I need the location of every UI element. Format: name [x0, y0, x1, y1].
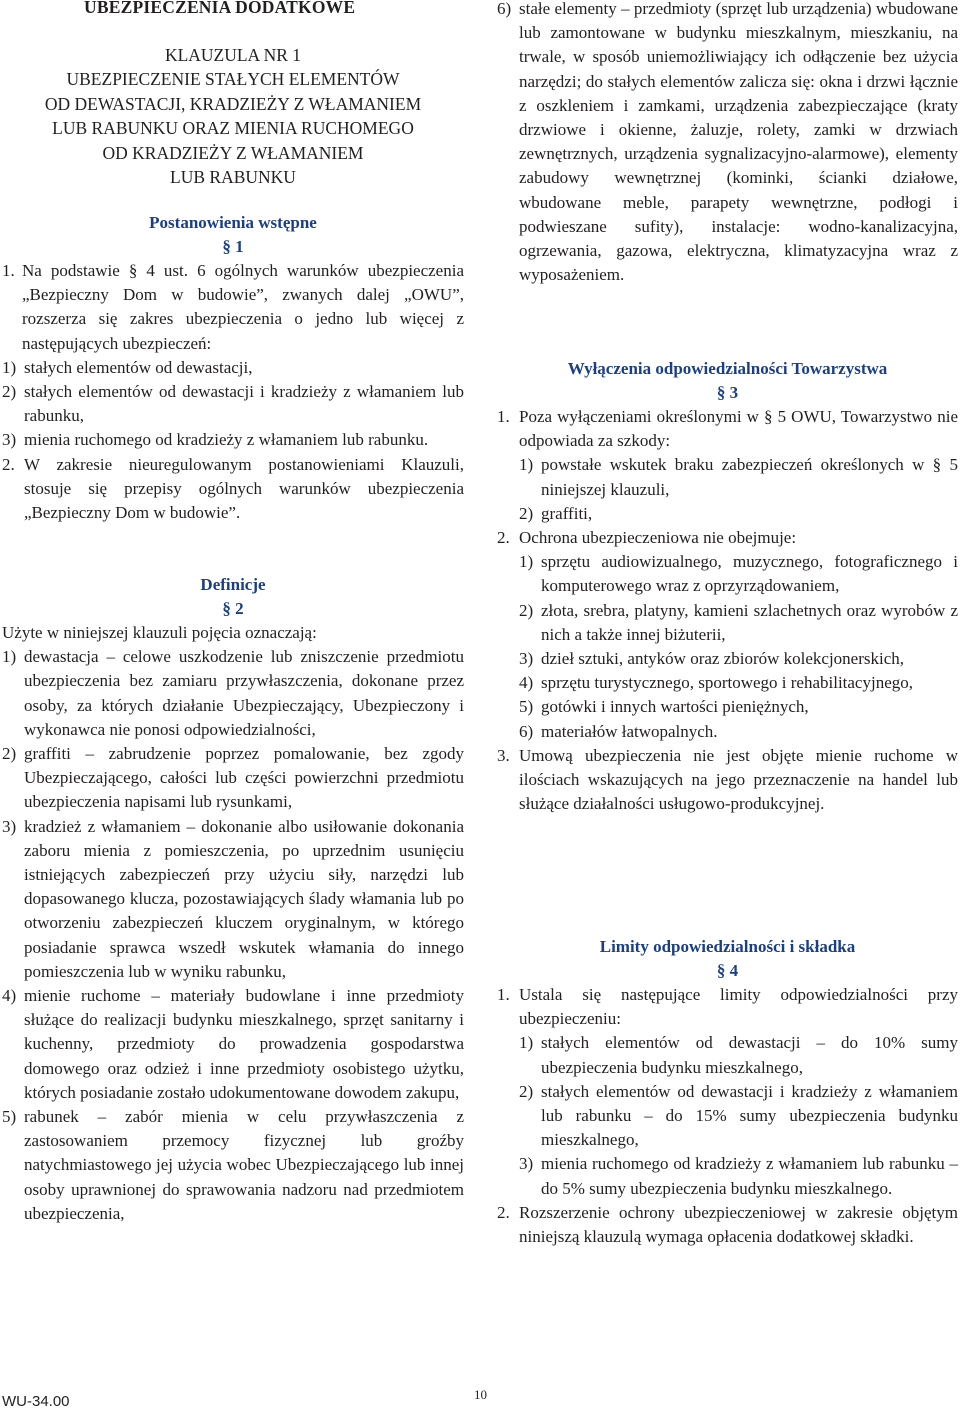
item-number: 1): [519, 455, 534, 475]
item-number: 1): [519, 1033, 534, 1053]
paragraph: [2, 259, 464, 356]
item-text: powstałe wskutek braku zabezpieczeń określonych w § 5 niniejszej klauzuli,: [541, 455, 958, 499]
clause-title-line: UBEZPIECZENIE STAŁYCH ELEMENTÓW: [66, 69, 400, 90]
paragraph-text: Ustala się następujące limity odpowiedzialności przy ubezpieczeniu:: [519, 985, 958, 1029]
paragraph: [2, 453, 464, 526]
paragraph: [497, 1201, 958, 1249]
item-number: 4): [2, 986, 17, 1006]
item-text: graffiti,: [541, 503, 593, 523]
clause-title-line: LUB RABUNKU: [170, 167, 296, 188]
item-text: sprzętu audiowizualnego, muzycznego, fotograficznego i komputerowego wraz z oprzyrządowaniem,: [541, 552, 958, 596]
paragraph: [497, 405, 958, 453]
item-text: stałe elementy – przedmioty (sprzęt lub urządzenia) wbudowane lub zamontowane w budynku mieszkalnym, mieszkaniu, na trwale, w sposób uniemożliwiający ich odłączenie bez użycia narzędzi; do stałych elementów zalicza się: okna i drzwi łącznie z oszkleniem i zamkami, urządzenia zabezpieczające (kraty drzwiowe i okienne, żaluzje, rolety, zamki w drzwiach zewnętrznych, urządzenia sygnalizacyjno-alarmowe), elementy zabudowy wewnętrznej (kominki, ścianki działowe, wbudowane meble, parapety wewnętrzne, podłogi i podwieszane sufity), instalacje: wodno-kanalizacyjna, ogrzewania, gazowa, elektryczna, klimatyzacyjna wraz z wyposażeniem.: [519, 0, 958, 285]
definition-continued: [497, 0, 958, 287]
list-item: [519, 695, 958, 719]
clause-title-line: KLAUZULA NR 1: [164, 45, 302, 65]
paragraph-text: Poza wyłączeniami określonymi w § 5 OWU, Towarzystwo nie odpowiada za szkody:: [519, 407, 958, 451]
paragraph-text: Umową ubezpieczenia nie jest objęte mienie ruchome w ilościach wskazujących na jego przeznaczenie na handel lub służące działalności usługowo-produkcyjnej.: [519, 745, 958, 814]
item-number: 6): [497, 0, 512, 18]
item-text: dzieł sztuki, antyków oraz zbiorów kolekcjonerskich,: [541, 649, 905, 669]
item-text: stałych elementów od dewastacji – do 10% sumy ubezpieczenia budynku mieszkalnego,: [541, 1033, 958, 1077]
paragraph-text: Ochrona ubezpieczeniowa nie obejmuje:: [519, 528, 797, 548]
item-number: 2): [2, 744, 17, 764]
definition-item: [2, 1105, 464, 1226]
item-text: stałych elementów od dewastacji,: [24, 357, 253, 377]
paragraph: [497, 744, 958, 817]
item-number: 3): [2, 816, 17, 836]
section-heading: Definicje: [200, 575, 266, 594]
list-item: [2, 356, 464, 380]
list-item: [519, 647, 958, 671]
section-heading: Postanowienia wstępne: [149, 213, 317, 232]
list-item: [519, 502, 958, 526]
paragraph-text: Na podstawie § 4 ust. 6 ogólnych warunków ubezpieczenia „Bezpieczny Dom w budowie”, zwanych dalej „OWU”, rozszerza się zakres ubezpieczenia o jedno lub więcej z następujących ubezpieczeń:: [22, 261, 464, 353]
item-text: kradzież z włamaniem – dokonanie albo usiłowanie dokonania zaboru mienia z pomieszczenia, po uprzednim usunięciu istniejących zabezpieczeń przy użyciu siły, narzędzi lub dopasowanego klucza, pozostawiających ślady włamania lub po otworzeniu zabezpieczeń kluczem oryginalnym, w którego posiadanie sprawca wszedł wskutek włamania do innego pomieszczenia lub w wyniku rabunku,: [24, 816, 464, 981]
item-text: mienia ruchomego od kradzieży z włamaniem lub rabunku – do 5% sumy ubezpieczenia budynku mieszkalnego.: [541, 1154, 958, 1198]
clause-title-line: OD DEWASTACJI, KRADZIEŻY Z WŁAMANIEM: [44, 93, 422, 114]
item-number: 1): [2, 357, 17, 377]
item-number: 3): [2, 430, 17, 450]
paragraph-number: 1.: [2, 261, 15, 280]
list-item: [2, 380, 464, 428]
item-number: 2): [2, 382, 17, 402]
document-header-title: UBEZPIECZENIA DODATKOWE: [84, 0, 356, 17]
item-number: 2): [519, 503, 534, 523]
section-number: § 4: [716, 961, 739, 980]
item-text: graffiti – zabrudzenie poprzez pomalowanie, bez zgody Ubezpieczającego, całości lub części powierzchni przedmiotu ubezpieczenia napisami lub rysunkami,: [24, 744, 464, 812]
item-number: 1): [519, 552, 534, 572]
item-number: 6): [519, 721, 534, 741]
section-1: [2, 211, 464, 525]
list-item: [519, 1031, 958, 1079]
list-item: [519, 550, 958, 598]
clause-title-line: LUB RABUNKU ORAZ MIENIA RUCHOMEGO: [52, 118, 414, 139]
item-text: materiałów łatwopalnych.: [541, 721, 718, 741]
section-number: § 1: [222, 237, 244, 256]
list-item: [519, 453, 958, 501]
item-text: gotówki i innych wartości pieniężnych,: [541, 697, 809, 717]
paragraph-number: 1.: [497, 407, 510, 426]
clause-title: [2, 43, 464, 189]
definition-item: [2, 645, 464, 742]
item-number: 3): [519, 649, 534, 669]
list-item: [519, 1080, 958, 1153]
section-number: § 2: [222, 599, 244, 618]
section-heading: Limity odpowiedzialności i składka: [599, 937, 856, 956]
definition-item: [2, 742, 464, 815]
item-text: sprzętu turystycznego, sportowego i rehabilitacyjnego,: [541, 673, 913, 693]
paragraph-number: 2.: [497, 1202, 510, 1222]
item-text: mienia ruchomego od kradzieży z włamaniem lub rabunku.: [24, 430, 429, 450]
item-number: 1): [2, 647, 17, 667]
section-intro: Użyte w niniejszej klauzuli pojęcia oznaczają:: [2, 623, 317, 642]
item-number: 5): [2, 1107, 17, 1127]
paragraph-number: 1.: [497, 985, 510, 1004]
paragraph-number: 2.: [2, 454, 15, 474]
list-item: [519, 1152, 958, 1200]
section-3: [497, 357, 958, 816]
item-number: 4): [519, 673, 534, 693]
clause-title-line: OD KRADZIEŻY Z WŁAMANIEM: [102, 142, 364, 163]
section-2: [2, 573, 464, 1226]
item-text: złota, srebra, platyny, kamieni szlachetnych oraz wyrobów z nich a także innej biżuterii,: [541, 600, 958, 644]
section-4: [497, 935, 958, 1249]
item-text: dewastacja – celowe uszkodzenie lub zniszczenie przedmiotu ubezpieczenia bez zamiaru przywłaszczenia, dokonane przez osoby, za których działanie Ubezpieczający, Ubezpieczony i wykonawca nie ponosi odpowiedzialności,: [24, 647, 464, 739]
definition-item: [2, 984, 464, 1105]
list-item: [519, 671, 958, 695]
item-text: stałych elementów od dewastacji i kradzieży z włamaniem lub rabunku – do 15% sumy ubezpieczenia budynku mieszkalnego,: [541, 1081, 958, 1150]
paragraph-number: 3.: [497, 745, 510, 765]
definition-item: [2, 815, 464, 984]
item-text: stałych elementów od dewastacji i kradzieży z włamaniem lub rabunku,: [24, 382, 464, 426]
section-number: § 3: [716, 383, 739, 402]
item-number: 2): [519, 600, 534, 620]
paragraph: [497, 526, 958, 550]
paragraph-text: Rozszerzenie ochrony ubezpieczeniowej w zakresie objętym niniejszą klauzulą wymaga opłacenia dodatkowej składki.: [519, 1202, 958, 1247]
item-text: rabunek – zabór mienia w celu przywłaszczenia z zastosowaniem przemocy fizycznej lub groźby natychmiastowego jej użycia wobec Ubezpieczającego lub innej osoby uprawnionej do sprawowania nadzoru nad przedmiotem ubezpieczenia,: [24, 1107, 464, 1223]
item-number: 3): [519, 1154, 534, 1174]
list-item: [2, 428, 464, 452]
list-item: [519, 599, 958, 647]
section-heading: Wyłączenia odpowiedzialności Towarzystwa: [567, 359, 888, 378]
paragraph-number: 2.: [497, 528, 510, 548]
paragraph: [497, 983, 958, 1031]
paragraph-text: W zakresie nieuregulowanym postanowieniami Klauzuli, stosuje się przepisy ogólnych warunków ubezpieczenia „Bezpieczny Dom w budowie”.: [24, 454, 464, 523]
item-number: 2): [519, 1081, 534, 1101]
document-code: WU-34.00: [2, 1393, 70, 1410]
item-number: 5): [519, 697, 534, 717]
item-text: mienie ruchome – materiały budowlane i inne przedmioty służące do realizacji budynku mieszkalnego, sprzęt sanitarny i kuchenny, przedmioty do prowadzenia gospodarstwa domowego oraz odzież i inne przedmioty osobistego użytku, których posiadanie zostało udokumentowane dowodem zakupu,: [24, 986, 464, 1102]
list-item: [519, 720, 958, 744]
page-number: 10: [474, 1387, 487, 1402]
definition-item: [497, 0, 958, 287]
